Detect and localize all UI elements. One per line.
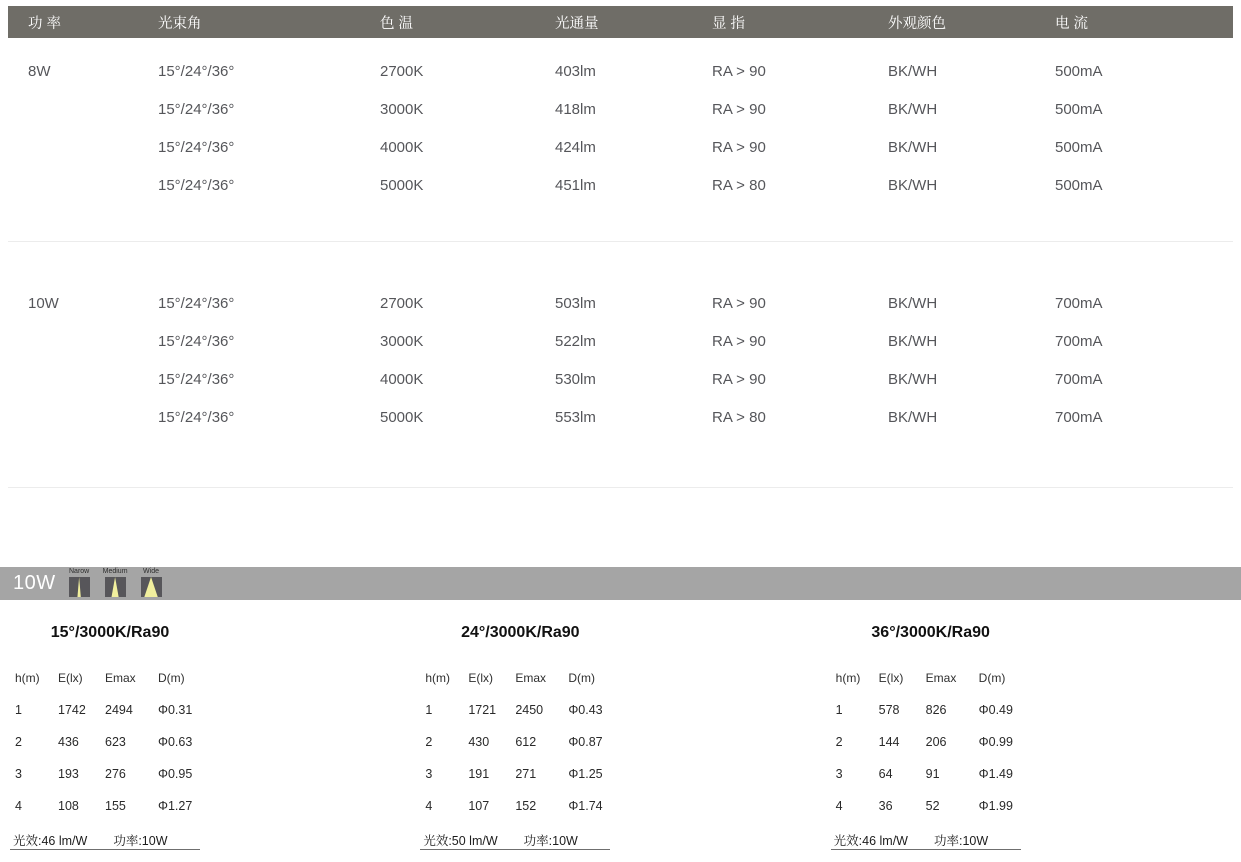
cell-finish: BK/WH — [888, 176, 938, 194]
cell-beam: 15°/24°/36° — [158, 100, 235, 118]
pt-cell: 3 — [835, 767, 843, 781]
col-header-flux: 光通量 — [555, 15, 599, 32]
cell-current: 700mA — [1055, 408, 1103, 426]
cell-cct: 3000K — [380, 100, 424, 118]
cell-beam: 15°/24°/36° — [158, 62, 235, 80]
cell-flux: 403lm — [555, 62, 596, 80]
pt-col-e: E(lx) — [878, 671, 904, 685]
wide-beam-triangle — [141, 577, 162, 597]
cell-current: 700mA — [1055, 332, 1103, 350]
pt-row — [10, 726, 220, 758]
cell-beam: 15°/24°/36° — [158, 370, 235, 388]
pt-row — [10, 758, 220, 790]
pt-cell: 191 — [468, 767, 490, 781]
pt-cell: 578 — [878, 703, 900, 717]
pt-cell: 2450 — [515, 703, 544, 717]
narrow-beam-icon — [69, 577, 90, 597]
datasheet-page — [0, 6, 1241, 862]
table-row — [8, 322, 1233, 360]
pt-row — [10, 790, 220, 822]
table-row — [8, 52, 1233, 90]
cell-current: 500mA — [1055, 138, 1103, 156]
narrow-beam-triangle — [69, 577, 90, 597]
pt-cell: Φ0.63 — [158, 735, 193, 749]
medium-beam-triangle — [105, 577, 126, 597]
pt-cell: 4 — [425, 799, 433, 813]
pt-cell: Φ1.25 — [568, 767, 603, 781]
spec-table-header — [8, 6, 1233, 38]
pt-title: 36°/3000K/Ra90 — [871, 624, 990, 641]
pt-cell: 64 — [878, 767, 893, 781]
pt-cell: 2494 — [105, 703, 133, 717]
col-header-cri: 显 指 — [712, 15, 746, 32]
pt-cell: 1 — [425, 703, 433, 717]
cell-finish: BK/WH — [888, 62, 938, 80]
medium-beam-label: Medium — [102, 568, 128, 575]
col-header-beam-angle: 光束角 — [158, 15, 202, 32]
pt-cell: Φ0.49 — [978, 703, 1013, 717]
col-header-current: 电 流 — [1055, 15, 1089, 32]
cell-flux: 522lm — [555, 332, 596, 350]
banner-power-label: 10W — [13, 572, 56, 594]
pt-col-d: D(m) — [978, 671, 1006, 685]
pt-row — [420, 726, 630, 758]
pt-cell: Φ0.43 — [568, 703, 603, 717]
cell-beam: 15°/24°/36° — [158, 176, 235, 194]
pt-cell: Φ0.31 — [158, 703, 193, 717]
pt-cell: Φ1.27 — [158, 799, 193, 813]
spec-group-8w — [8, 52, 1233, 204]
pt-cell: 436 — [58, 735, 79, 749]
pt-title: 15°/3000K/Ra90 — [50, 624, 170, 641]
pt-cell: 152 — [515, 799, 537, 813]
spec-group-10w — [8, 284, 1233, 436]
table-row — [8, 360, 1233, 398]
pt-cell: 276 — [105, 767, 126, 781]
pt-footer — [831, 830, 1021, 850]
pt-row — [420, 790, 630, 822]
pt-cell: 108 — [58, 799, 79, 813]
pt-row — [831, 758, 1041, 790]
cell-cri: RA > 90 — [712, 294, 766, 312]
pt-cell: 2 — [425, 735, 433, 749]
pt-row — [831, 694, 1041, 726]
cell-current: 500mA — [1055, 176, 1103, 194]
table-row — [8, 166, 1233, 204]
cell-cri: RA > 90 — [712, 138, 766, 156]
pt-cell: 1 — [15, 703, 22, 717]
table-row — [8, 398, 1233, 436]
pt-power: 功率:10W — [113, 833, 168, 848]
pt-header-row — [831, 668, 1041, 688]
pt-col-d: D(m) — [158, 671, 185, 685]
pt-cell: 4 — [15, 799, 22, 813]
pt-cell: 91 — [925, 767, 940, 781]
pt-header-row — [10, 668, 220, 688]
cell-cri: RA > 90 — [712, 62, 766, 80]
pt-power: 功率:10W — [933, 833, 989, 848]
cell-cct: 5000K — [380, 408, 424, 426]
table-row — [8, 90, 1233, 128]
pt-cell: Φ1.99 — [978, 799, 1013, 813]
pt-col-e: E(lx) — [468, 671, 493, 685]
pt-body — [10, 694, 420, 822]
pt-col-emax: Emax — [925, 671, 957, 685]
cell-flux: 503lm — [555, 294, 596, 312]
beam-unit-narrow — [69, 567, 90, 600]
table-row — [8, 128, 1233, 166]
pt-row — [10, 694, 220, 726]
col-header-power: 功 率 — [28, 15, 62, 32]
cell-beam: 15°/24°/36° — [158, 294, 235, 312]
cell-finish: BK/WH — [888, 100, 938, 118]
cell-power: 8W — [28, 62, 51, 80]
cell-cct: 4000K — [380, 138, 424, 156]
pt-cell: 3 — [15, 767, 22, 781]
cell-cri: RA > 90 — [712, 332, 766, 350]
beam-unit-medium — [103, 567, 128, 600]
narrow-beam-label: Narow — [69, 568, 90, 575]
pt-body — [831, 694, 1241, 822]
pt-cell: Φ1.74 — [568, 799, 603, 813]
pt-cell: 623 — [105, 735, 126, 749]
cell-finish: BK/WH — [888, 408, 938, 426]
cell-flux: 418lm — [555, 100, 596, 118]
pt-row — [420, 694, 630, 726]
cell-finish: BK/WH — [888, 332, 938, 350]
pt-efficacy: 光效:46 lm/W — [13, 833, 88, 848]
photometric-table-15deg — [10, 600, 420, 850]
pt-row — [420, 758, 630, 790]
pt-cell: Φ0.87 — [568, 735, 603, 749]
pt-col-e: E(lx) — [58, 671, 83, 685]
pt-cell: 107 — [468, 799, 490, 813]
cell-current: 700mA — [1055, 370, 1103, 388]
pt-cell: 36 — [878, 799, 893, 813]
pt-cell: Φ1.49 — [978, 767, 1013, 781]
cell-cct: 3000K — [380, 332, 424, 350]
pt-col-h: h(m) — [425, 671, 450, 685]
pt-header-row — [420, 668, 630, 688]
pt-row — [831, 790, 1041, 822]
cell-power: 10W — [28, 294, 59, 312]
pt-cell: 155 — [105, 799, 126, 813]
pt-cell: 826 — [925, 703, 947, 717]
pt-col-emax: Emax — [105, 671, 136, 685]
pt-footer — [420, 830, 610, 850]
photometric-tables — [0, 600, 1241, 850]
cell-cct: 4000K — [380, 370, 424, 388]
pt-cell: 271 — [515, 767, 537, 781]
cell-current: 500mA — [1055, 62, 1103, 80]
cell-cct: 2700K — [380, 294, 424, 312]
wide-beam-icon — [141, 577, 162, 597]
cell-current: 500mA — [1055, 100, 1103, 118]
col-header-finish: 外观颜色 — [888, 15, 946, 32]
pt-cell: 3 — [425, 767, 433, 781]
pt-col-h: h(m) — [15, 671, 40, 685]
beam-unit-wide — [141, 567, 162, 600]
table-row — [8, 284, 1233, 322]
pt-cell: 144 — [878, 735, 900, 749]
cell-flux: 424lm — [555, 138, 596, 156]
pt-cell: 1721 — [468, 703, 497, 717]
pt-power: 功率:10W — [523, 833, 578, 848]
cell-current: 700mA — [1055, 294, 1103, 312]
section-divider — [8, 487, 1233, 488]
pt-cell: 612 — [515, 735, 537, 749]
pt-efficacy: 光效:46 lm/W — [833, 833, 908, 848]
photometric-table-36deg — [831, 600, 1241, 850]
cell-flux: 451lm — [555, 176, 596, 194]
pt-cell: 1 — [835, 703, 843, 717]
cell-beam: 15°/24°/36° — [158, 138, 235, 156]
pt-cell: 206 — [925, 735, 947, 749]
pt-col-h: h(m) — [835, 671, 861, 685]
medium-beam-icon — [105, 577, 126, 597]
cell-cri: RA > 80 — [712, 408, 766, 426]
pt-footer — [10, 830, 200, 850]
cell-cri: RA > 90 — [712, 100, 766, 118]
pt-cell: 52 — [925, 799, 940, 813]
cell-finish: BK/WH — [888, 294, 938, 312]
cell-finish: BK/WH — [888, 370, 938, 388]
pt-body — [420, 694, 830, 822]
col-header-cct: 色 温 — [380, 15, 414, 32]
cell-cct: 5000K — [380, 176, 424, 194]
pt-cell: 2 — [15, 735, 22, 749]
pt-cell: 193 — [58, 767, 79, 781]
pt-cell: 4 — [835, 799, 843, 813]
cell-beam: 15°/24°/36° — [158, 408, 235, 426]
pt-cell: Φ0.95 — [158, 767, 193, 781]
cell-flux: 530lm — [555, 370, 596, 388]
pt-cell: 1742 — [58, 703, 86, 717]
pt-row — [831, 726, 1041, 758]
cell-flux: 553lm — [555, 408, 596, 426]
pt-title: 24°/3000K/Ra90 — [461, 624, 580, 641]
cell-cri: RA > 90 — [712, 370, 766, 388]
pt-cell: 2 — [835, 735, 843, 749]
cell-cri: RA > 80 — [712, 176, 766, 194]
wide-beam-label: Wide — [143, 568, 159, 575]
cell-cct: 2700K — [380, 62, 424, 80]
photometric-table-24deg — [420, 600, 830, 850]
section-divider — [8, 241, 1233, 242]
pt-efficacy: 光效:50 lm/W — [423, 833, 498, 848]
cell-beam: 15°/24°/36° — [158, 332, 235, 350]
pt-cell: 430 — [468, 735, 490, 749]
pt-col-d: D(m) — [568, 671, 595, 685]
pt-cell: Φ0.99 — [978, 735, 1013, 749]
pt-col-emax: Emax — [515, 671, 547, 685]
photometric-banner — [0, 567, 1241, 600]
cell-finish: BK/WH — [888, 138, 938, 156]
